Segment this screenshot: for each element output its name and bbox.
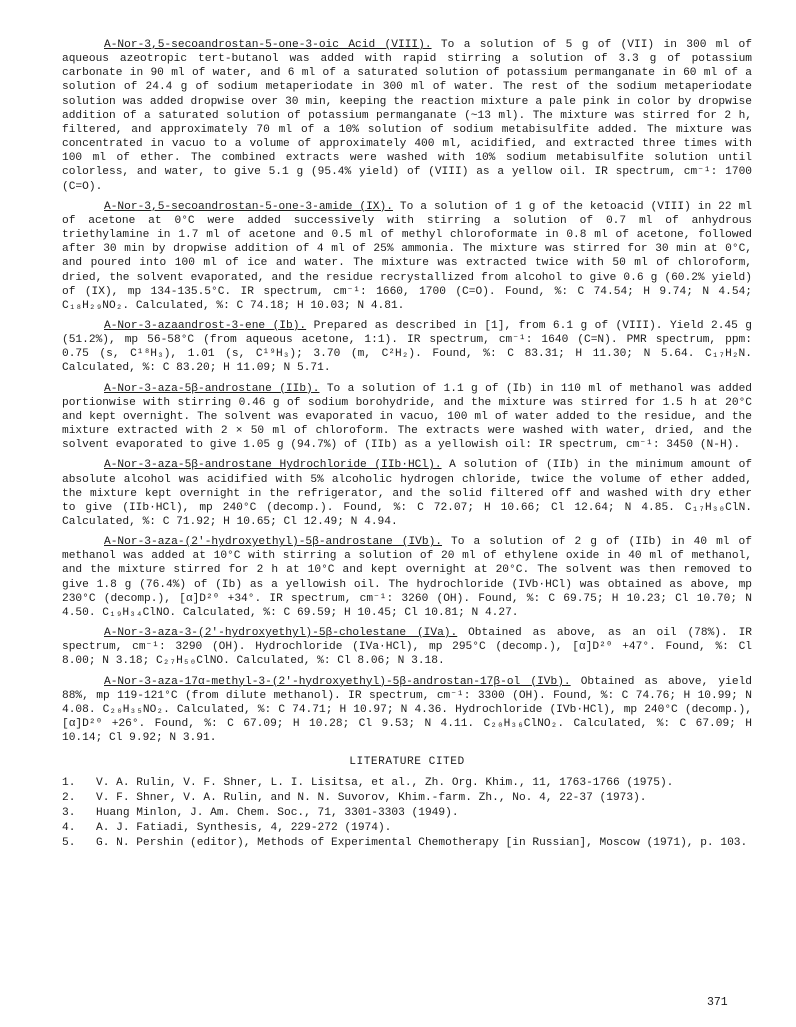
- paragraph-body: To a solution of 1.1 g of (Ib) in 110 ml of methanol was added portionwise with stirring 0.46 g of sodium borohydride, and the mixture was stirred for 1.5 h at 20°C and kept overnight. The solvent was evaporated in vacuo, 100 ml of water added to the residue, and the mixture extracted with 2 × 50 ml of chloroform. The extracts were washed with water, dried, and the solvent evaporated to give 1.05 g (94.7%) of (IIb) as a yellowish oil: IR spectrum, cm⁻¹: 3450 (N-H).: [62, 382, 752, 452]
- paragraph-ib: [62, 319, 752, 376]
- paragraph-body: Obtained as above, yield 88%, mp 119-121°C (from dilute methanol). IR spectrum, cm⁻¹: 3300 (OH). Found, %: C 74.76; H 10.99; N 4.08. C₂₀H₃₅NO₂. Calculated, %: C 74.71; H 10.97; N 4.36. Hydrochloride (IVb·HCl), mp 240°C (decomp.), [α]D²⁰ +26°. Found, %: C 67.09; H 10.28; Cl 9.53; N 4.11. C₂₀H₃₆ClNO₂. Calculated, %: C 67.09; H 10.14; Cl 9.92; N 3.91.: [62, 675, 752, 745]
- document-page: [62, 38, 752, 851]
- page-number: 371: [707, 996, 728, 1009]
- reference-number: 1.: [62, 776, 76, 789]
- paragraph-body: A solution of (IIb) in the minimum amount of absolute alcohol was acidified with 5% alcoholic hydrogen chloride, twice the volume of ether added, the mixture kept overnight in the refrigerator, and the solid filtered off and washed with dry ether to give (IIb·HCl), mp 240°C (decomp.). Found, %: C 72.07; H 10.66; Cl 12.64; N 4.85. C₁₇H₃₀ClN. Calculated, %: C 71.92; H 10.65; Cl 12.49; N 4.94.: [62, 459, 752, 528]
- paragraph-ivb: [62, 535, 752, 620]
- reference-text: V. A. Rulin, V. F. Shner, L. I. Lisitsa, et al., Zh. Org. Khim., 11, 1763-1766 (1975).: [96, 776, 674, 789]
- reference-item: [62, 791, 752, 805]
- paragraph-ivb-methyl: [62, 675, 752, 746]
- paragraph-iib-hcl: [62, 458, 752, 529]
- reference-number: 4.: [62, 821, 76, 834]
- reference-item: [62, 821, 752, 835]
- reference-number: 3.: [62, 806, 76, 819]
- reference-text: Huang Minlon, J. Am. Chem. Soc., 71, 3301-3303 (1949).: [96, 806, 459, 819]
- reference-text: G. N. Pershin (editor), Methods of Experimental Chemotherapy [in Russian], Moscow (1971), p. 103.: [96, 837, 748, 850]
- paragraph-body: To a solution of 1 g of the ketoacid (VIII) in 22 ml of acetone at 0°C were added successively with stirring a solution of 0.7 ml of anhydrous triethylamine in 1.7 ml of acetone and 0.5 ml of methyl chloroformate in 0.8 ml of acetone, followed after 30 min by dropwise addition of 4 ml of 25% ammonia. The mixture was stirred for 30 min at 0°C, and poured into 100 ml of ice and water. The mixture was extracted twice with 50 ml of chloroform, dried, the solvent evaporated, and the residue recrystallized from alcohol to give 0.6 g (60.2% yield) of (IX), mp 134-135.5°C. IR spectrum, cm⁻¹: 1660, 1700 (C=O). Found, %: C 74.54; H 9.74; N 4.54; C₁₈H₂₉NO₂. Calculated, %: C 74.18; H 10.03; N 4.81.: [62, 200, 752, 312]
- reference-list: [62, 776, 752, 851]
- reference-item: [62, 776, 752, 790]
- reference-number: 2.: [62, 791, 76, 804]
- paragraph-body: To a solution of 2 g of (IIb) in 40 ml of methanol was added at 10°C with stirring a solution of 20 ml of ethylene oxide in 40 ml of methanol, and the mixture stirred for 2 h at 10°C and kept overnight at 20°C. The solvent was then removed to give 1.8 g (76.4%) of (Ib) as a yellowish oil. The hydrochloride (IVb·HCl) was obtained as above, mp 230°C (decomp.), [α]D²⁰ +34°. IR spectrum, cm⁻¹: 3260 (OH). Found, %: C 69.75; H 10.23; Cl 10.70; N 4.50. C₁₉H₃₄ClNO. Calculated, %: C 69.59; H 10.45; Cl 10.81; N 4.27.: [62, 536, 752, 619]
- compound-title: A-Nor-3-aza-17α-methyl-3-(2'-hydroxyethyl)-5β-androstan-17β-ol (IVb).: [104, 675, 571, 688]
- compound-title: A-Nor-3-aza-5β-androstane (IIb).: [104, 382, 320, 395]
- compound-title: A-Nor-3,5-secoandrostan-5-one-3-oic Acid (VIII).: [104, 39, 432, 51]
- paragraph-ix: [62, 200, 752, 313]
- reference-item: [62, 806, 752, 820]
- reference-text: A. J. Fatiadi, Synthesis, 4, 229-272 (1974).: [96, 821, 392, 834]
- paragraph-body: Obtained as above, as an oil (78%). IR spectrum, cm⁻¹: 3290 (OH). Hydrochloride (IVa·HCl), mp 295°C (decomp.), [α]D²⁰ +47°. Found, %: Cl 8.00; N 3.18; C₂₇H₅₀ClNO. Calculated, %: Cl 8.06; N 3.18.: [62, 627, 752, 668]
- compound-title: A-Nor-3-aza-(2'-hydroxyethyl)-5β-androstane (IVb).: [104, 536, 443, 549]
- paragraph-iva: [62, 626, 752, 668]
- compound-title: A-Nor-3-aza-5β-androstane Hydrochloride (IIb·HCl).: [104, 459, 442, 472]
- compound-title: A-Nor-3-aza-3-(2'-hydroxyethyl)-5β-cholestane (IVa).: [104, 627, 458, 640]
- reference-item: [62, 836, 752, 850]
- paragraph-viii: [62, 38, 752, 194]
- paragraph-body: To a solution of 5 g of (VII) in 300 ml of aqueous azeotropic tert-butanol was added with rapid stirring a solution of 3.3 g of potassium carbonate in 90 ml of water, and 6 ml of a saturated solution of potassium permanganate in 60 ml of a solution of 24.4 g of sodium metaperiodate in 300 ml of water. The rest of the sodium metaperiodate solution was added dropwise over 30 min, keeping the reaction mixture a pale pink in color by dropwise addition of a saturated solution of potassium permanganate (~13 ml). The mixture was stirred for 2 h, filtered, and approximately 70 ml of a 10% solution of sodium metabisulfite added. The mixture was concentrated in vacuo to a volume of approximately 400 ml, acidified, and extracted three times with 100 ml of ether. The combined extracts were washed with 10% sodium metabisulfite solution until colorless, and water, to give 5.1 g (95.4% yield) of (VIII) as a yellow oil. IR spectrum, cm⁻¹: 1700 (C=O).: [62, 39, 752, 193]
- compound-title: A-Nor-3-azaandrost-3-ene (Ib).: [104, 319, 307, 332]
- reference-text: V. F. Shner, V. A. Rulin, and N. N. Suvorov, Khim.-farm. Zh., No. 4, 22-37 (1973).: [96, 791, 647, 804]
- paragraph-iib: [62, 382, 752, 453]
- paragraph-body: Prepared as described in [1], from 6.1 g of (VIII). Yield 2.45 g (51.2%), mp 56-58°C (from aqueous acetone, 1:1). IR spectrum, cm⁻¹: 1640 (C=N). PMR spectrum, ppm: 0.75 (s, C¹⁸H₃), 1.01 (s, C¹⁹H₃); 3.70 (m, C²H₂). Found, %: C 83.31; H 11.30; N 5.64. C₁₇H₂N. Calculated, %: C 83.20; H 11.09; N 5.71.: [62, 319, 752, 375]
- literature-heading: LITERATURE CITED: [349, 756, 465, 769]
- reference-number: 5.: [62, 837, 76, 850]
- compound-title: A-Nor-3,5-secoandrostan-5-one-3-amide (IX).: [104, 200, 393, 213]
